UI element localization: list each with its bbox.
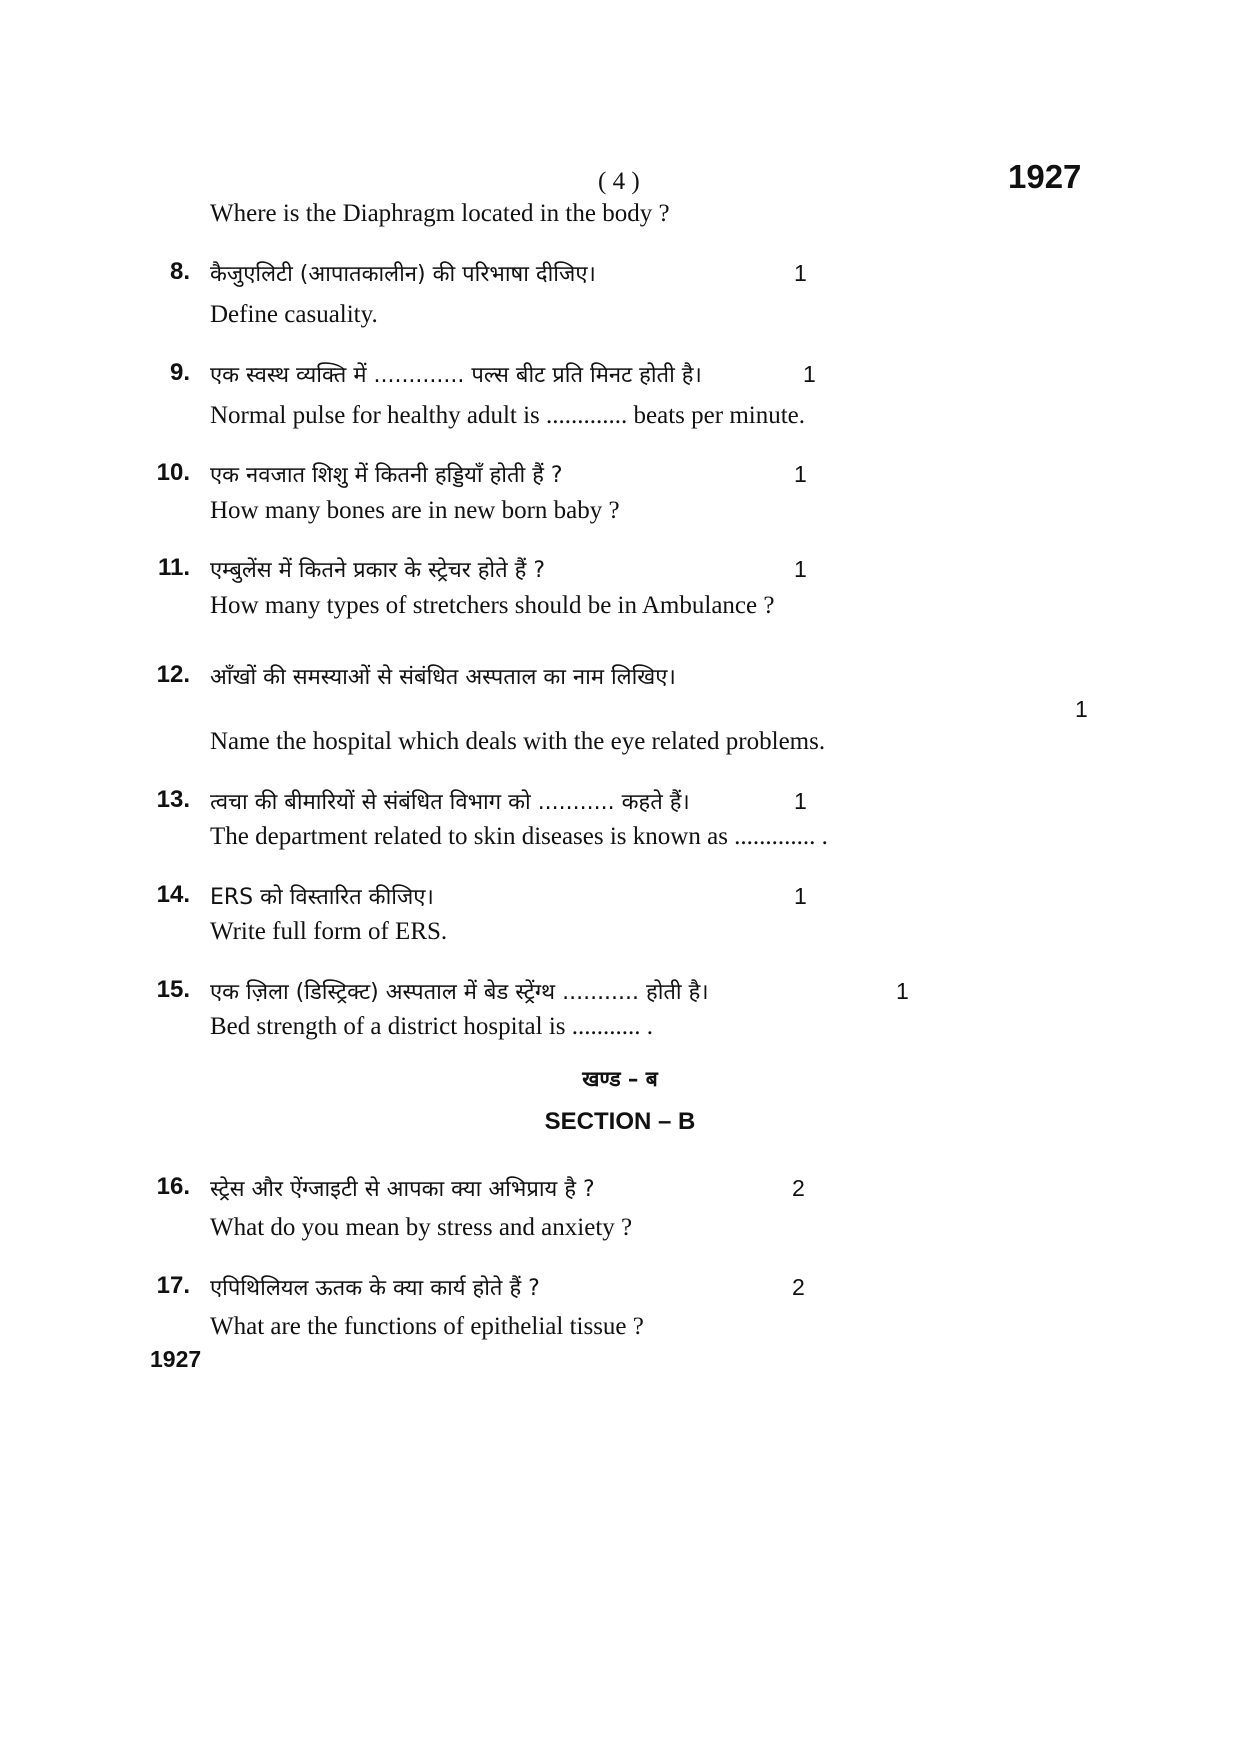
- question-number: 15.: [156, 976, 190, 1003]
- question-english: What are the functions of epithelial tissue ?: [210, 1313, 644, 1340]
- section-heading-english: SECTION – B: [544, 1108, 696, 1135]
- paper-code-header: 1927: [1008, 158, 1082, 195]
- question-english: Define casuality.: [210, 301, 378, 328]
- question-hindi: आँखों की समस्याओं से संबंधित अस्पताल का नाम लिखिए।: [210, 665, 676, 690]
- question-marks: 2: [792, 1274, 805, 1300]
- question-english: How many types of stretchers should be in Ambulance ?: [210, 592, 775, 619]
- question-marks: 1: [794, 788, 807, 814]
- question-marks: 1: [1075, 696, 1088, 722]
- question-number: 9.: [169, 359, 190, 386]
- question-hindi: एपिथिलियल ऊतक के क्या कार्य होते हैं ?: [210, 1276, 540, 1301]
- question-number: 16.: [156, 1173, 190, 1200]
- lead-question-text: Where is the Diaphragm located in the body ?: [210, 200, 670, 227]
- question-english: Normal pulse for healthy adult is ............. beats per minute.: [210, 402, 806, 429]
- question-hindi: कैजुएलिटी (आपातकालीन) की परिभाषा दीजिए।: [210, 262, 596, 287]
- question-number: 17.: [156, 1272, 190, 1299]
- page-number: ( 4 ): [598, 168, 640, 195]
- question-number: 11.: [157, 554, 190, 581]
- question-number: 8.: [169, 258, 190, 285]
- question-marks: 1: [803, 361, 816, 387]
- question-hindi: एक ज़िला (डिस्ट्रिक्ट) अस्पताल में बेड स्ट्रेंग्थ ........... होती है।: [210, 980, 709, 1005]
- question-english: What do you mean by stress and anxiety ?: [210, 1214, 633, 1241]
- question-english: Write full form of ERS.: [210, 918, 448, 945]
- question-marks: 1: [896, 978, 909, 1004]
- question-hindi: स्ट्रेस और ऐंग्जाइटी से आपका क्या अभिप्राय है ?: [210, 1177, 595, 1202]
- question-english: How many bones are in new born baby ?: [210, 497, 620, 524]
- question-hindi: त्वचा की बीमारियों से संबंधित विभाग को ........... कहते हैं।: [210, 790, 690, 815]
- section-heading-hindi: खण्ड – ब: [582, 1067, 658, 1091]
- question-marks: 1: [794, 461, 807, 487]
- question-english: Name the hospital which deals with the eye related problems.: [210, 728, 826, 755]
- question-hindi: ERS को विस्तारित कीजिए।: [210, 885, 434, 910]
- question-hindi: एम्बुलेंस में कितने प्रकार के स्ट्रेचर होते हैं ?: [210, 558, 546, 583]
- question-marks: 1: [794, 883, 807, 909]
- question-marks: 1: [794, 556, 807, 582]
- question-number: 14.: [156, 881, 190, 908]
- question-number: 13.: [156, 786, 190, 813]
- question-marks: 1: [794, 260, 807, 286]
- question-english: The department related to skin diseases is known as ............. .: [210, 823, 828, 850]
- question-marks: 2: [792, 1175, 805, 1201]
- question-number: 12.: [156, 661, 190, 688]
- question-english: Bed strength of a district hospital is ........... .: [210, 1013, 654, 1040]
- question-hindi: एक स्वस्थ व्यक्ति में ............. पल्स बीट प्रति मिनट होती है।: [210, 363, 702, 388]
- paper-code-footer: 1927: [150, 1346, 202, 1372]
- question-number: 10.: [156, 459, 190, 486]
- question-hindi: एक नवजात शिशु में कितनी हड्डियाँ होती हैं ?: [210, 463, 563, 488]
